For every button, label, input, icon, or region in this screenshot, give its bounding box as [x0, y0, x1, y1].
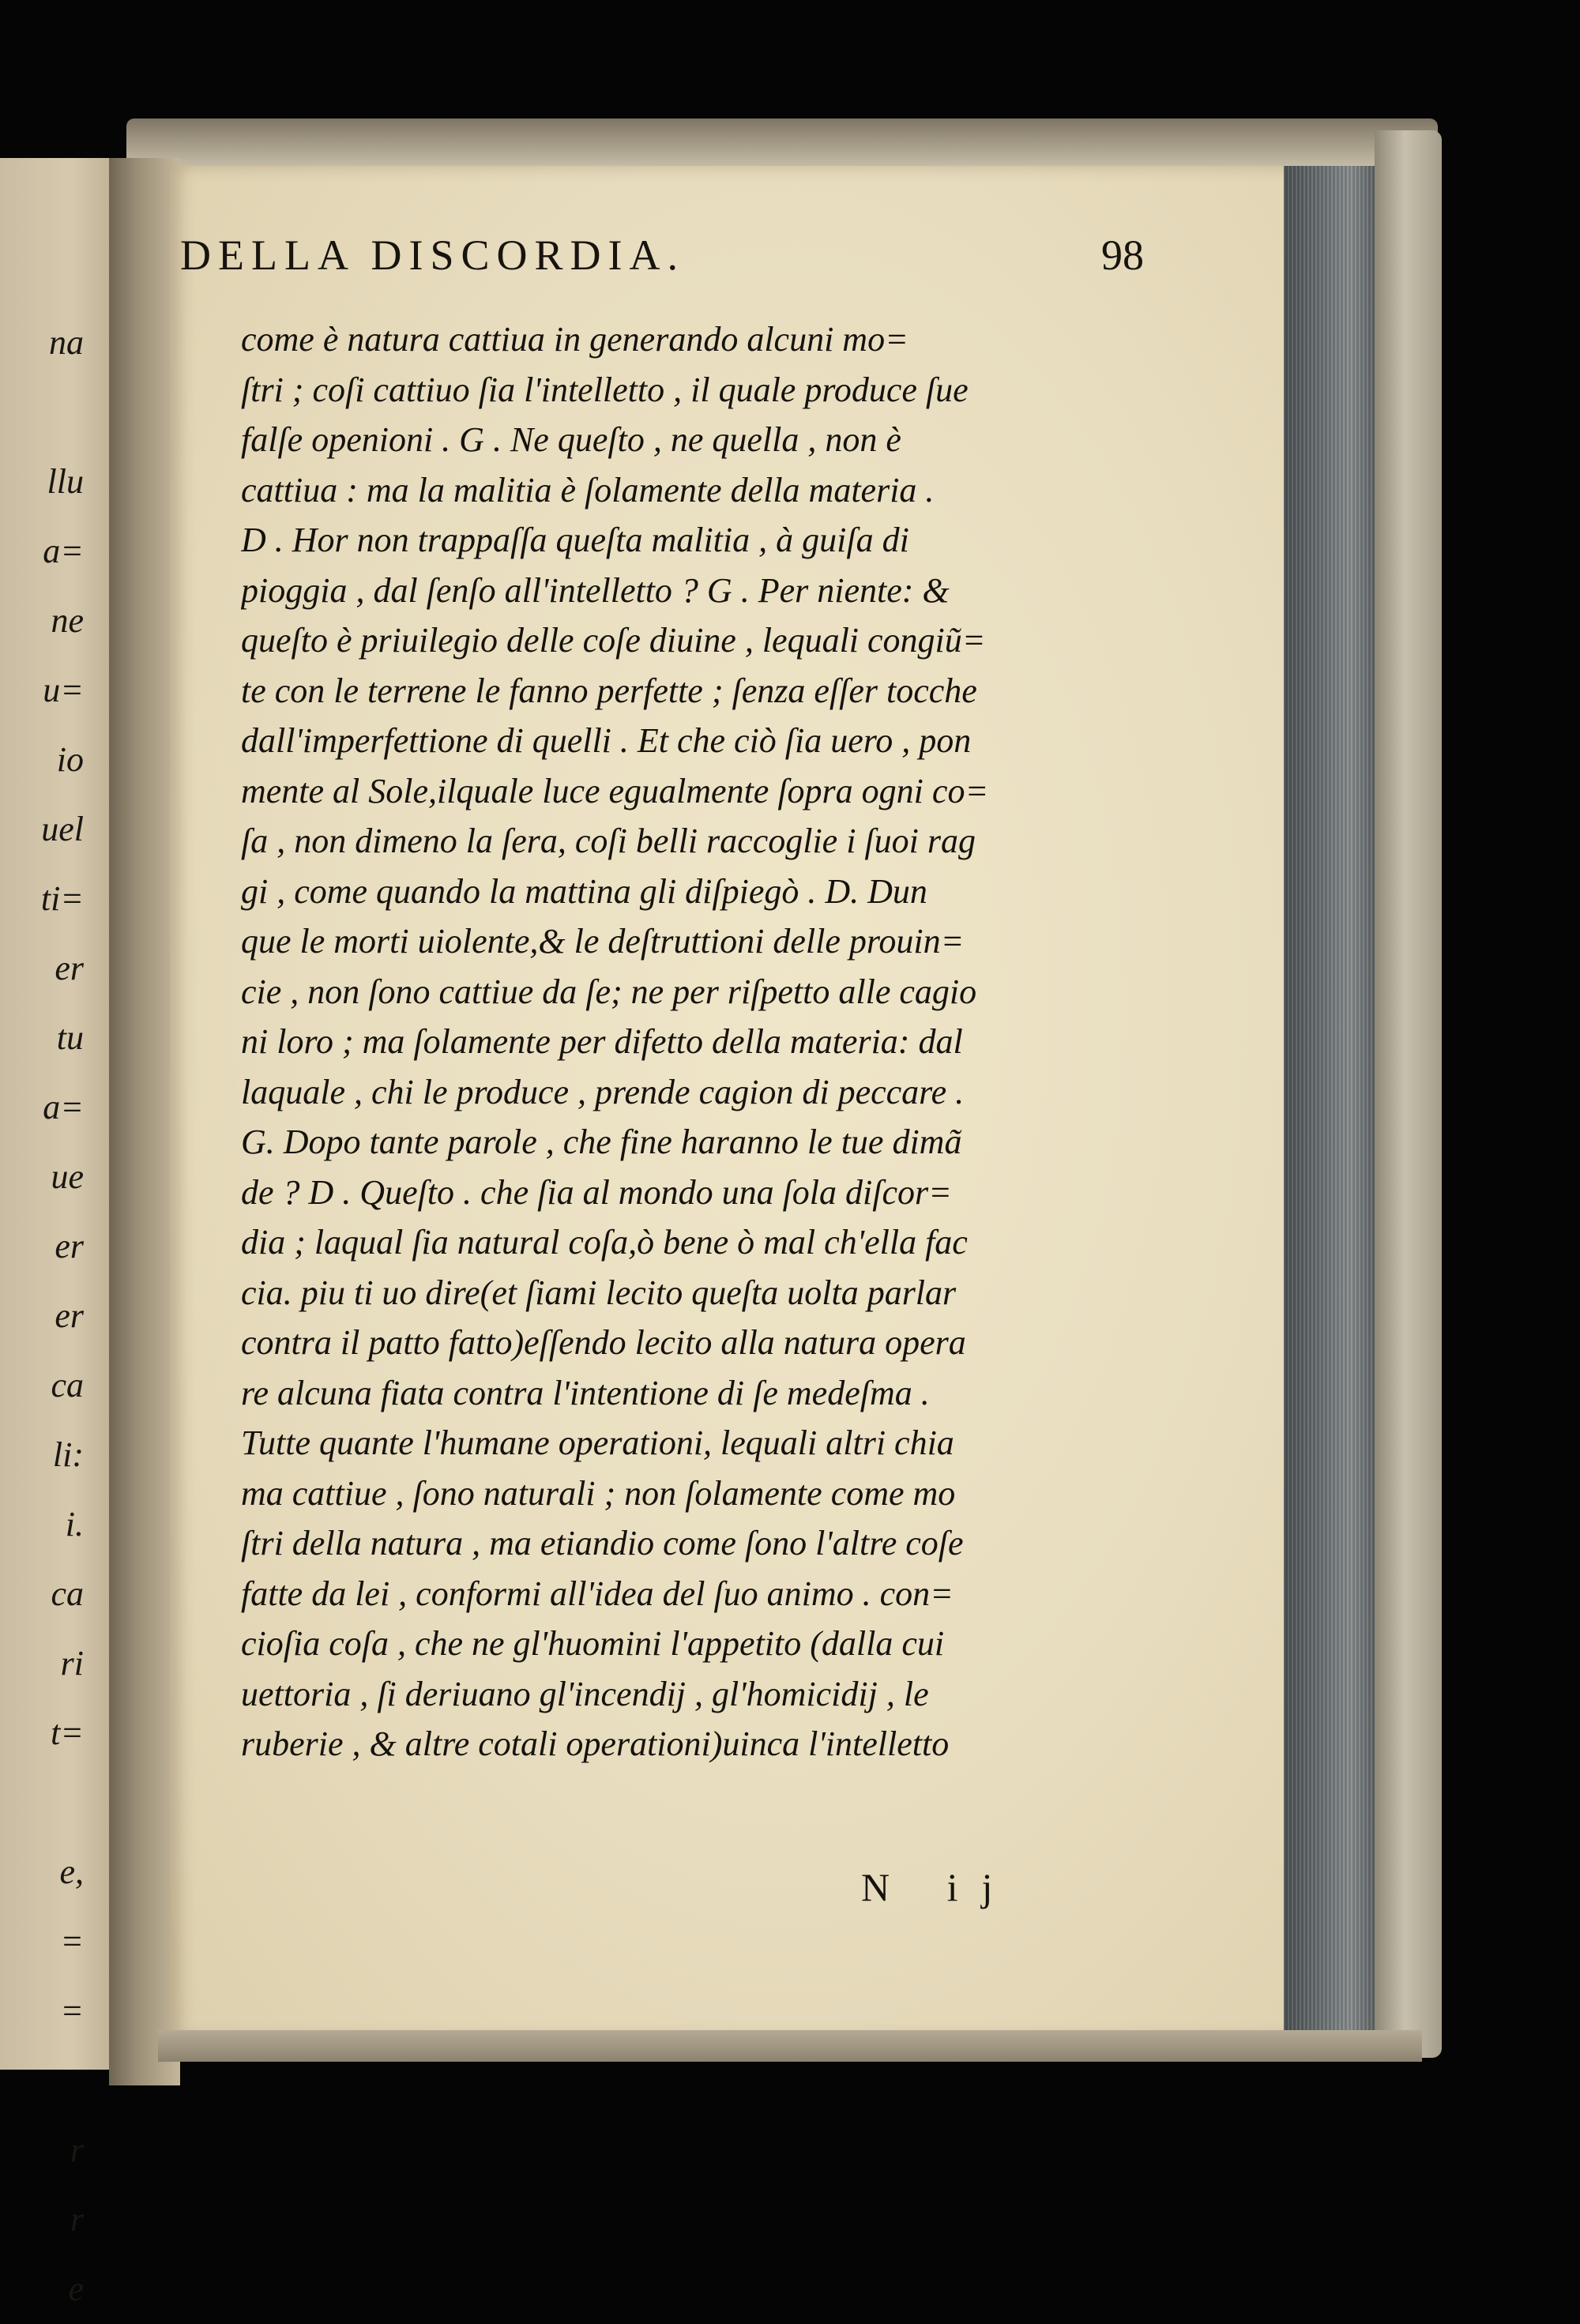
- text-line: cioſia coſa , che ne gl'huomini l'appetito (dalla cui: [241, 1624, 945, 1663]
- text-line: contra il patto fatto)eſſendo lecito alla natura opera: [241, 1323, 966, 1362]
- text-line: que le morti uiolente,& le deſtruttioni delle prouin=: [241, 922, 965, 961]
- left-page-fragment: ca: [51, 1574, 84, 1613]
- left-page-fragment: er: [55, 949, 84, 987]
- left-page-fragment: i.: [65, 1505, 84, 1544]
- left-page-fragment: er: [55, 1227, 84, 1265]
- left-page-fragment: =: [60, 1922, 84, 1961]
- running-head: DELLA DISCORDIA.: [180, 231, 685, 279]
- left-page-fragment: [0, 378, 95, 447]
- left-page-fragment: tu: [56, 1018, 84, 1057]
- left-page-fragment: llu: [47, 462, 84, 501]
- text-line: laquale , chi le produce , prende cagion di peccare .: [241, 1072, 965, 1111]
- text-line: ruberie , & altre cotali operationi)uinca l'intelletto: [241, 1724, 950, 1763]
- text-line: pioggia , dal ſenſo all'intelletto ? G . Per niente: &: [241, 570, 950, 610]
- text-line: cia. piu ti uo dire(et ſiami lecito queſta uolta parlar: [241, 1273, 957, 1312]
- text-line: de ? D . Queſto . che ſia al mondo una ſola diſcor=: [241, 1172, 952, 1212]
- text-line: cattiua : ma la malitia è ſolamente della materia .: [241, 470, 935, 510]
- text-line: come è natura cattiua in generando alcuni mo=: [241, 320, 908, 359]
- left-page-fragment: li:: [52, 1435, 84, 1474]
- left-page-fragment: a=: [43, 1088, 84, 1126]
- left-page-fragment: ue: [51, 1157, 84, 1196]
- signature-mark: N ij: [861, 1865, 1017, 1909]
- left-page-fragment: e: [68, 2269, 84, 2308]
- left-page-fragment: =: [60, 1991, 84, 2030]
- text-line: dall'imperfettione di quelli . Et che ciò ſia uero , pon: [241, 721, 972, 760]
- vellum-cover-bottom: [158, 2030, 1422, 2062]
- left-page-fragment: e,: [59, 1852, 84, 1891]
- text-line: D . Hor non trappaſſa queſta malitia , à guiſa di: [241, 521, 909, 559]
- text-line: re alcuna fiata contra l'intentione di ſe medeſma .: [241, 1373, 930, 1412]
- left-page-fragment: uel: [41, 810, 84, 848]
- text-line: ma cattiue , ſono naturali ; non ſolamente come mo: [241, 1473, 956, 1513]
- previous-page-text-fragments: [0, 308, 95, 2324]
- left-page-fragment: a=: [43, 532, 84, 570]
- page-header: [180, 231, 1144, 294]
- left-page-fragment: ri: [60, 1644, 84, 1683]
- left-page-fragment: ca: [51, 1366, 84, 1405]
- page-number: 98: [1101, 231, 1144, 279]
- left-page-fragment: u=: [43, 671, 84, 709]
- left-page-fragment: ne: [51, 601, 84, 640]
- left-page-fragment: ti=: [40, 879, 84, 918]
- left-page-fragment: io: [56, 740, 84, 779]
- vellum-cover-top: [126, 118, 1438, 166]
- text-line: mente al Sole,ilquale luce egualmente ſopra ogni co=: [241, 771, 989, 810]
- left-page-fragment: na: [49, 323, 84, 362]
- left-page-fragment: t=: [51, 1713, 84, 1752]
- body-text: [241, 314, 1102, 1769]
- text-line: fatte da lei , conformi all'idea del ſuo animo . con=: [241, 1574, 954, 1613]
- text-line: ſtri della natura , ma etiandio come ſono l'altre coſe: [241, 1524, 964, 1562]
- text-line: falſe openioni . G . Ne queſto , ne quella , non è: [241, 420, 901, 459]
- text-line: dia ; laqual ſia natural coſa,ò bene ò mal ch'ella fac: [241, 1223, 968, 1262]
- left-page-fragment: [0, 1768, 95, 1837]
- text-line: uettoria , ſi deriuano gl'incendij , gl'homicidij , le: [241, 1674, 929, 1713]
- text-line: gi , come quando la mattina gli diſpiegò . D. Dun: [241, 871, 927, 911]
- text-line: ſtri ; coſi cattiuo ſia l'intelletto , il quale produce ſue: [241, 370, 969, 409]
- left-page-fragment: r: [70, 2200, 84, 2239]
- text-line: te con le terrene le fanno perfette ; ſenza eſſer tocche: [241, 671, 977, 710]
- text-line: cie , non ſono cattiue da ſe; ne per riſpetto alle cagio: [241, 972, 977, 1011]
- left-page-fragment: [0, 2046, 95, 2115]
- vellum-cover-right: [1375, 130, 1442, 2058]
- text-line: ſa , non dimeno la ſera, coſi belli raccoglie i ſuoi rag: [241, 822, 976, 860]
- text-line: ni loro ; ma ſolamente per difetto della materia: dal: [241, 1022, 963, 1061]
- left-page-fragment: er: [55, 1296, 84, 1335]
- text-line: Tutte quante l'humane operationi, lequali altri chia: [241, 1423, 954, 1462]
- left-page-fragment: r: [70, 2130, 84, 2169]
- text-line: queſto è priuilegio delle coſe diuine , lequali congiũ=: [241, 621, 986, 660]
- page-fore-edge: [1284, 166, 1379, 2034]
- text-line: G. Dopo tante parole , che fine haranno le tue dimã: [241, 1123, 962, 1161]
